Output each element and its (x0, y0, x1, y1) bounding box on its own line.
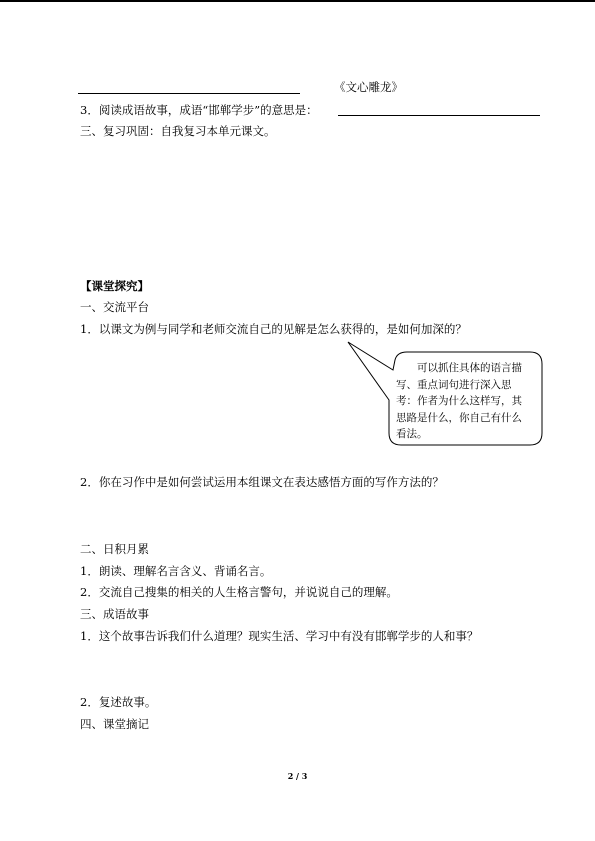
heading-idiom-story: 三、成语故事 (80, 607, 149, 621)
hint-text: 可以抓住具体的语言描写、重点词句进行深入思考：作者为什么这样写，其思路是什么，你自己有什么看法。 (396, 362, 522, 440)
question-idiom-1: 1．这个故事告诉我们什么道理？现实生活、学习中有没有邯郸学步的人和事？ (80, 629, 479, 643)
heading-daily-accumulation: 二、日积月累 (80, 542, 149, 556)
question-exchange-1: 1．以课文为例与同学和老师交流自己的见解是怎么获得的，是如何加深的？ (80, 322, 467, 336)
heading-class-notes: 四、课堂摘记 (80, 717, 149, 731)
book-reference: 《文心雕龙》 (334, 80, 403, 94)
section-title: 【课堂探究】 (80, 279, 149, 293)
question-exchange-2: 2．你在习作中是如何尝试运用本组课文在表达感悟方面的写作方法的？ (80, 475, 444, 489)
question-accumulation-2: 2．交流自己搜集的相关的人生格言警句，并说说自己的理解。 (80, 585, 398, 599)
review-section-3: 三、复习巩固：自我复习本单元课文。 (80, 124, 276, 138)
page-number: 2 / 3 (287, 771, 308, 781)
question-accumulation-1: 1．朗读、理解名言含义、背诵名言。 (80, 564, 272, 578)
heading-exchange-platform: 一、交流平台 (80, 300, 149, 314)
question-idiom-2: 2．复述故事。 (80, 695, 157, 709)
review-question-3: 3．阅读成语故事，成语“邯郸学步”的意思是： (80, 103, 318, 117)
